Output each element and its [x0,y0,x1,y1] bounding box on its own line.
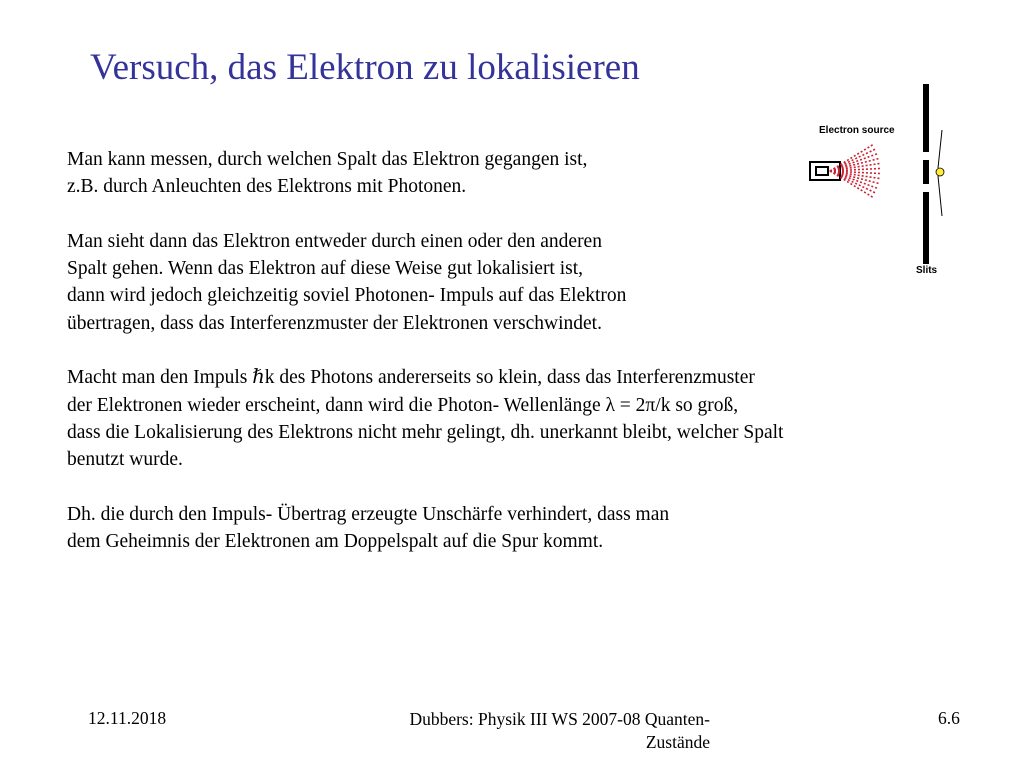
electron-source-label: Electron source [819,125,895,136]
text-line: der Elektronen wieder erscheint, dann wird die Photon- Wellenlänge λ = 2π/k so groß, [67,394,739,416]
footer-page-number: 6.6 [938,708,960,728]
text-line: Man sieht dann das Elektron entweder durch einen oder den anderen [67,230,602,252]
body-text [67,146,907,555]
footer-author-line: Zustände [645,732,710,752]
paragraph-4 [67,501,907,556]
text-line: dem Geheimnis der Elektronen am Doppelspalt auf die Spur kommt. [67,531,604,553]
double-slit-figure [800,80,960,280]
footer-date: 12.11.2018 [88,708,167,728]
photon-icon [936,168,944,176]
text-line: z.B. durch Anleuchten des Elektrons mit Photonen. [67,176,467,198]
text-line: Macht man den Impuls ℏk des Photons andererseits so klein, dass das Interferenzmuster [67,367,755,389]
footer-author [350,708,710,754]
text-line: Spalt gehen. Wenn das Elektron auf diese Weise gut lokalisiert ist, [67,258,584,280]
text-line: dass die Lokalisierung des Elektrons nicht mehr gelingt, dh. unerkannt bleibt, welcher Spalt [67,421,784,443]
text-line: dann wird jedoch gleichzeitig soviel Photonen- Impuls auf das Elektron [67,285,627,307]
text-line: benutzt wurde. [67,449,183,471]
electron-beam-icon [830,144,882,198]
paragraph-2 [67,228,907,337]
paragraph-1 [67,146,907,201]
paragraph-3 [67,364,907,473]
footer-author-line: Dubbers: Physik III WS 2007-08 Quanten- [409,709,710,729]
slits-label: Slits [916,265,938,276]
text-line: Dh. die durch den Impuls- Übertrag erzeugte Unschärfe verhindert, dass man [67,503,670,525]
slit-wall-icon [923,84,929,264]
text-line: übertragen, dass das Interferenzmuster der Elektronen verschwindet. [67,312,602,334]
double-slit-diagram [800,80,960,280]
page-title: Versuch, das Elektron zu lokalisieren [90,47,640,88]
text-line: Man kann messen, durch welchen Spalt das Elektron gegangen ist, [67,149,588,170]
